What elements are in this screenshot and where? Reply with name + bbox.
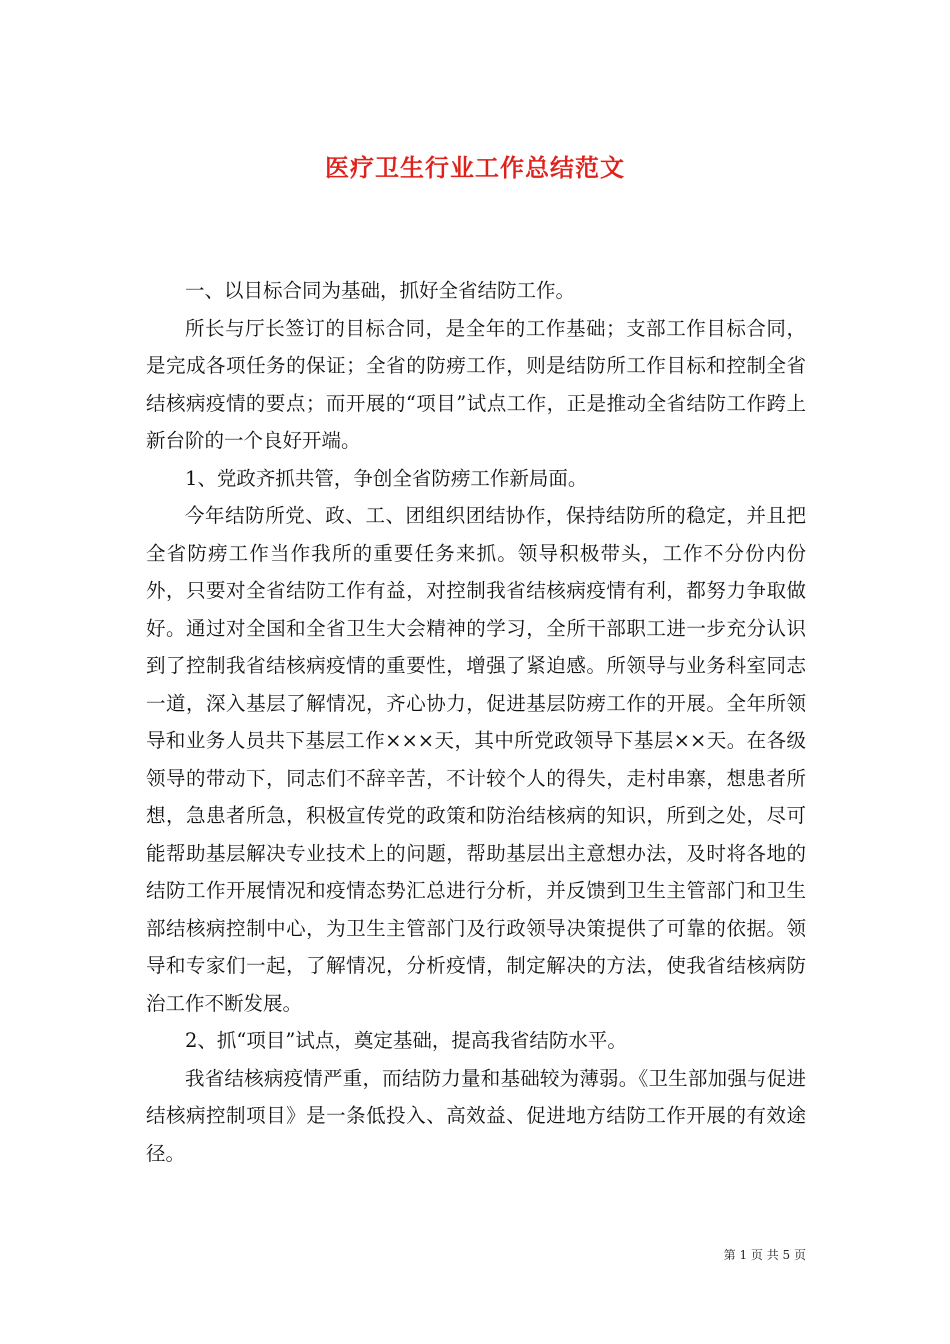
document-title: 医疗卫生行业工作总结范文 [325,153,625,183]
page-number: 第 1 页 共 5 页 [723,1248,806,1262]
subsection-heading: 1、党政齐抓共管，争创全省防痨工作新局面。 [185,466,588,490]
section-heading: 一、以目标合同为基础，抓好全省结防工作。 [185,279,576,302]
paragraph: 今年结防所党、政、工、团组织团结协作，保持结防所的稳定，并且把全省防痨工作当作我所的重要任务来抓。领导积极带头，工作不分份内份外，只要对全省结防工作有益，对控制我省结核病疫情有利，都努力争取做好。通过对全国和全省卫生大会精神的学习，全所干部职工进一步充分认识到了控制我省结核病疫情的重要性，增强了紧迫感。所领导与业务科室同志一道，深入基层了解情况，齐心协力，促进基层防痨工作的开展。全年所领导和业务人员共下基层工作×××天，其中所党政领导下基层××天。在各级领导的带动下，同志们不辞辛苦，不计较个人的得失，走村串寨，想患者所想，急患者所急，积极宣传党的政策和防治结核病的知识，所到之处，尽可能帮助基层解决专业技术上的问题，帮助基层出主意想办法，及时将各地的结防工作开展情况和疫情态势汇总进行分析，并反馈到卫生主管部门和卫生部结核病控制中心，为卫生主管部门及行政领导决策提供了可靠的依据。领导和专家们一起，了解情况，分析疫情，制定解决的方法，使我省结核病防治工作不断发展。 [146,504,806,1015]
paragraph: 我省结核病疫情严重，而结防力量和基础较为薄弱。《卫生部加强与促进结核病控制项目》是一条低投入、高效益、促进地方结防工作开展的有效途径。 [146,1066,806,1165]
paragraph: 所长与厅长签订的目标合同，是全年的工作基础；支部工作目标合同，是完成各项任务的保证；全省的防痨工作，则是结防所工作目标和控制全省结核病疫情的要点；而开展的“项目”试点工作，正是推动全省结防工作跨上新台阶的一个良好开端。 [146,316,806,452]
document-body [146,272,806,1172]
subsection-heading: 2、抓“项目”试点，奠定基础，提高我省结防水平。 [185,1029,627,1052]
